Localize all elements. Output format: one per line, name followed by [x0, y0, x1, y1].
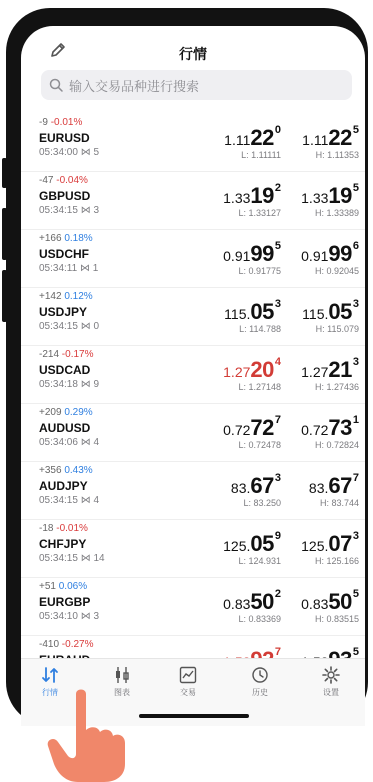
bid-price — [224, 298, 281, 324]
change — [39, 639, 93, 650]
low-price: L: 1.27148 — [238, 382, 281, 392]
change-percent: 0.12% — [64, 291, 93, 302]
quote-row[interactable] — [21, 346, 365, 404]
ask-price — [301, 588, 359, 614]
header — [21, 26, 365, 68]
quote-time: 05:34:15 — [39, 321, 78, 332]
bid-price-prefix: 115. — [224, 306, 251, 322]
bid-price-prefix: 125. — [223, 538, 251, 554]
high-price: H: 125.166 — [314, 556, 359, 566]
tab-settings-gear[interactable] — [306, 665, 356, 698]
change-points: +166 — [39, 233, 62, 244]
high-price: H: 0.92045 — [314, 266, 359, 276]
ask-price-pips: 50 — [328, 589, 352, 614]
spread: 5 — [93, 147, 100, 158]
quote-row[interactable] — [21, 404, 365, 462]
bid-price-fraction: 2 — [274, 588, 281, 600]
bid-price-fraction: 4 — [274, 356, 281, 368]
symbol: EURUSD — [39, 131, 90, 145]
low-price: L: 1.11111 — [241, 150, 281, 160]
low-price: L: 83.250 — [243, 498, 281, 508]
change-percent: -0.17% — [61, 349, 94, 360]
tab-label: 设置 — [323, 688, 339, 697]
change-percent: 0.18% — [64, 233, 93, 244]
search-input[interactable] — [41, 70, 352, 100]
high-price: H: 83.744 — [319, 498, 359, 508]
spread-icon: ⋈ — [80, 321, 91, 332]
quote-meta — [39, 147, 99, 158]
change-points: +51 — [39, 581, 56, 592]
ask-price — [301, 414, 359, 440]
change-percent: 0.43% — [64, 465, 93, 476]
change-points: -18 — [39, 523, 54, 534]
symbol: CHFJPY — [39, 537, 87, 551]
change-percent: -0.04% — [56, 175, 88, 186]
ask-price-fraction: 5 — [352, 182, 359, 194]
ask-price-pips: 05 — [328, 299, 352, 324]
ask-price-pips: 22 — [328, 125, 352, 150]
quote-time: 05:34:18 — [39, 379, 78, 390]
ask-price — [301, 530, 359, 556]
ask-price — [302, 298, 359, 324]
bid-price-prefix: 1.27 — [223, 364, 251, 380]
quote-time: 05:34:06 — [39, 437, 78, 448]
search-icon — [49, 78, 63, 92]
quote-row[interactable] — [21, 578, 365, 636]
change — [39, 523, 88, 534]
change — [39, 291, 93, 302]
quote-row[interactable] — [21, 172, 365, 230]
quote-row[interactable] — [21, 462, 365, 520]
ask-price-prefix: 0.72 — [301, 422, 329, 438]
quote-row[interactable] — [21, 520, 365, 578]
change-points: -410 — [39, 639, 60, 650]
change-points: +356 — [39, 465, 62, 476]
quote-row[interactable] — [21, 230, 365, 288]
quote-meta — [39, 321, 99, 332]
ask-price-fraction: 5 — [352, 124, 359, 136]
change — [39, 117, 82, 128]
tab-history-clock[interactable] — [235, 665, 285, 698]
change — [39, 407, 93, 418]
high-price: H: 0.83515 — [314, 614, 359, 624]
bid-price-pips: 19 — [250, 183, 274, 208]
symbol: AUDUSD — [39, 421, 91, 435]
bid-price-pips: 67 — [250, 473, 274, 498]
ask-price-fraction: 3 — [352, 530, 359, 542]
low-price: L: 0.91775 — [238, 266, 281, 276]
pointing-hand-icon — [46, 686, 136, 782]
bid-price-prefix: 83. — [230, 480, 251, 496]
history-clock-icon — [250, 665, 270, 685]
spread-icon: ⋈ — [79, 263, 90, 274]
tab-label: 历史 — [252, 688, 268, 697]
mute-switch — [2, 158, 7, 188]
quote-meta — [39, 437, 99, 448]
low-price: L: 0.72478 — [238, 440, 281, 450]
quote-time: 05:34:00 — [39, 147, 78, 158]
quote-row[interactable] — [21, 114, 365, 172]
change — [39, 349, 93, 360]
quote-meta — [39, 553, 105, 564]
candlestick-chart-icon — [112, 665, 132, 685]
ask-price-prefix: 83. — [308, 480, 329, 496]
symbol: EURGBP — [39, 595, 91, 609]
page-title: 行情 — [179, 46, 207, 62]
ask-price-pips: 73 — [328, 415, 352, 440]
high-price: H: 115.079 — [315, 324, 359, 334]
bid-price — [223, 588, 281, 614]
ask-price-pips: 99 — [328, 241, 352, 266]
ask-price-fraction: 1 — [352, 414, 359, 426]
change — [39, 465, 93, 476]
spread: 3 — [93, 205, 100, 216]
quotes-list[interactable] — [21, 114, 365, 658]
ask-price-pips: 07 — [328, 531, 352, 556]
quote-meta — [39, 495, 99, 506]
bid-price-fraction: 9 — [274, 530, 281, 542]
bid-price — [223, 356, 281, 382]
quote-time: 05:34:15 — [39, 553, 78, 564]
spread-icon: ⋈ — [80, 495, 91, 506]
ask-price-fraction: 5 — [352, 588, 359, 600]
change-percent: 0.29% — [64, 407, 93, 418]
change-points: -214 — [39, 349, 60, 360]
ask-price-fraction: 6 — [352, 240, 359, 252]
change-points: +209 — [39, 407, 62, 418]
bid-price-pips: 05 — [250, 299, 274, 324]
quote-meta — [39, 611, 99, 622]
quote-time: 05:34:10 — [39, 611, 78, 622]
quote-meta — [39, 379, 99, 390]
bid-price-prefix: 0.72 — [223, 422, 251, 438]
low-price: L: 124.931 — [238, 556, 281, 566]
tab-trade-chart[interactable] — [163, 665, 213, 698]
change — [39, 581, 87, 592]
spread: 0 — [93, 321, 100, 332]
ask-price-pips: 67 — [328, 473, 352, 498]
spread: 1 — [92, 263, 99, 274]
bid-price-pips: 50 — [250, 589, 274, 614]
ask-price — [301, 356, 359, 382]
bid-price — [224, 124, 281, 150]
settings-gear-icon — [321, 665, 341, 685]
quote-time: 05:34:15 — [39, 495, 78, 506]
bid-price-prefix: 1.33 — [223, 190, 251, 206]
quote-row[interactable] — [21, 288, 365, 346]
spread-icon: ⋈ — [80, 553, 91, 564]
change-percent: -0.27% — [61, 639, 94, 650]
high-price: H: 1.11353 — [315, 150, 359, 160]
change-percent: 0.06% — [58, 581, 88, 592]
bid-price-pips: 05 — [250, 531, 274, 556]
ask-price-fraction: 3 — [352, 298, 359, 310]
ask-price-prefix: 1.11 — [302, 132, 329, 148]
low-price: L: 0.83369 — [238, 614, 281, 624]
volume-down-button — [2, 270, 7, 322]
bid-price-prefix: 0.91 — [223, 248, 251, 264]
low-price: L: 1.33127 — [238, 208, 281, 218]
bid-price-fraction: 2 — [274, 182, 281, 194]
bid-price-pips: 20 — [250, 357, 274, 382]
tab-label: 交易 — [180, 688, 196, 697]
high-price: H: 1.27436 — [314, 382, 359, 392]
bid-price — [223, 240, 281, 266]
ask-price-pips: 19 — [328, 183, 352, 208]
bid-price-pips: 22 — [250, 125, 274, 150]
ask-price-prefix: 115. — [302, 306, 329, 322]
bid-price-prefix: 1.11 — [224, 132, 251, 148]
quotes-icon — [40, 665, 60, 685]
ask-price — [302, 124, 359, 150]
bid-price-pips: 72 — [250, 415, 274, 440]
symbol: USDCHF — [39, 247, 89, 261]
bid-price-fraction: 7 — [274, 646, 281, 658]
low-price: L: 114.788 — [239, 324, 281, 334]
spread-icon: ⋈ — [80, 147, 91, 158]
high-price: H: 0.72824 — [314, 440, 359, 450]
spread: 9 — [93, 379, 100, 390]
change — [39, 175, 88, 186]
tab-label: 行情 — [42, 688, 58, 697]
ask-price-fraction: 7 — [352, 472, 359, 484]
ask-price-fraction: 3 — [352, 356, 359, 368]
trade-chart-icon — [178, 665, 198, 685]
bid-price-fraction: 3 — [274, 298, 281, 310]
bid-price-fraction: 7 — [274, 414, 281, 426]
spread: 4 — [93, 495, 100, 506]
ask-price-fraction: 5 — [352, 646, 359, 658]
bid-price-fraction: 0 — [274, 124, 281, 136]
spread: 3 — [93, 611, 100, 622]
spread-icon: ⋈ — [80, 205, 91, 216]
bid-price-prefix: 0.83 — [223, 596, 251, 612]
quote-time: 05:34:15 — [39, 205, 78, 216]
bid-price — [230, 472, 281, 498]
ask-price — [301, 240, 359, 266]
bid-price — [223, 530, 281, 556]
ask-price-prefix: 0.91 — [301, 248, 329, 264]
spread: 4 — [93, 437, 100, 448]
tab-label: 图表 — [114, 688, 130, 697]
spread-icon: ⋈ — [80, 437, 91, 448]
bid-price — [223, 182, 281, 208]
change-percent: -0.01% — [56, 523, 88, 534]
symbol: GBPUSD — [39, 189, 91, 203]
ask-price-prefix: 1.33 — [301, 190, 329, 206]
ask-price — [301, 182, 359, 208]
symbol: USDJPY — [39, 305, 88, 319]
change-points: -47 — [39, 175, 54, 186]
symbol: AUDJPY — [39, 479, 88, 493]
phone-screen — [21, 26, 365, 726]
bid-price-fraction: 5 — [274, 240, 281, 252]
home-indicator[interactable] — [139, 714, 249, 718]
change-points: -9 — [39, 117, 48, 128]
ask-price — [308, 472, 359, 498]
bid-price-fraction: 3 — [274, 472, 281, 484]
quote-meta — [39, 263, 98, 274]
change-points: +142 — [39, 291, 62, 302]
bid-price-pips: 99 — [250, 241, 274, 266]
ask-price-prefix: 125. — [301, 538, 329, 554]
change — [39, 233, 93, 244]
quote-meta — [39, 205, 99, 216]
spread: 14 — [93, 553, 105, 564]
bid-price — [223, 414, 281, 440]
high-price: H: 1.33389 — [314, 208, 359, 218]
spread-icon: ⋈ — [80, 379, 91, 390]
volume-up-button — [2, 208, 7, 260]
spread-icon: ⋈ — [80, 611, 91, 622]
ask-price-prefix: 1.27 — [301, 364, 329, 380]
quote-time: 05:34:11 — [39, 263, 78, 274]
ask-price-prefix: 0.83 — [301, 596, 329, 612]
ask-price-pips: 21 — [328, 357, 352, 382]
search-placeholder: 输入交易品种进行搜索 — [69, 78, 200, 94]
symbol: USDCAD — [39, 363, 91, 377]
change-percent: -0.01% — [50, 117, 83, 128]
